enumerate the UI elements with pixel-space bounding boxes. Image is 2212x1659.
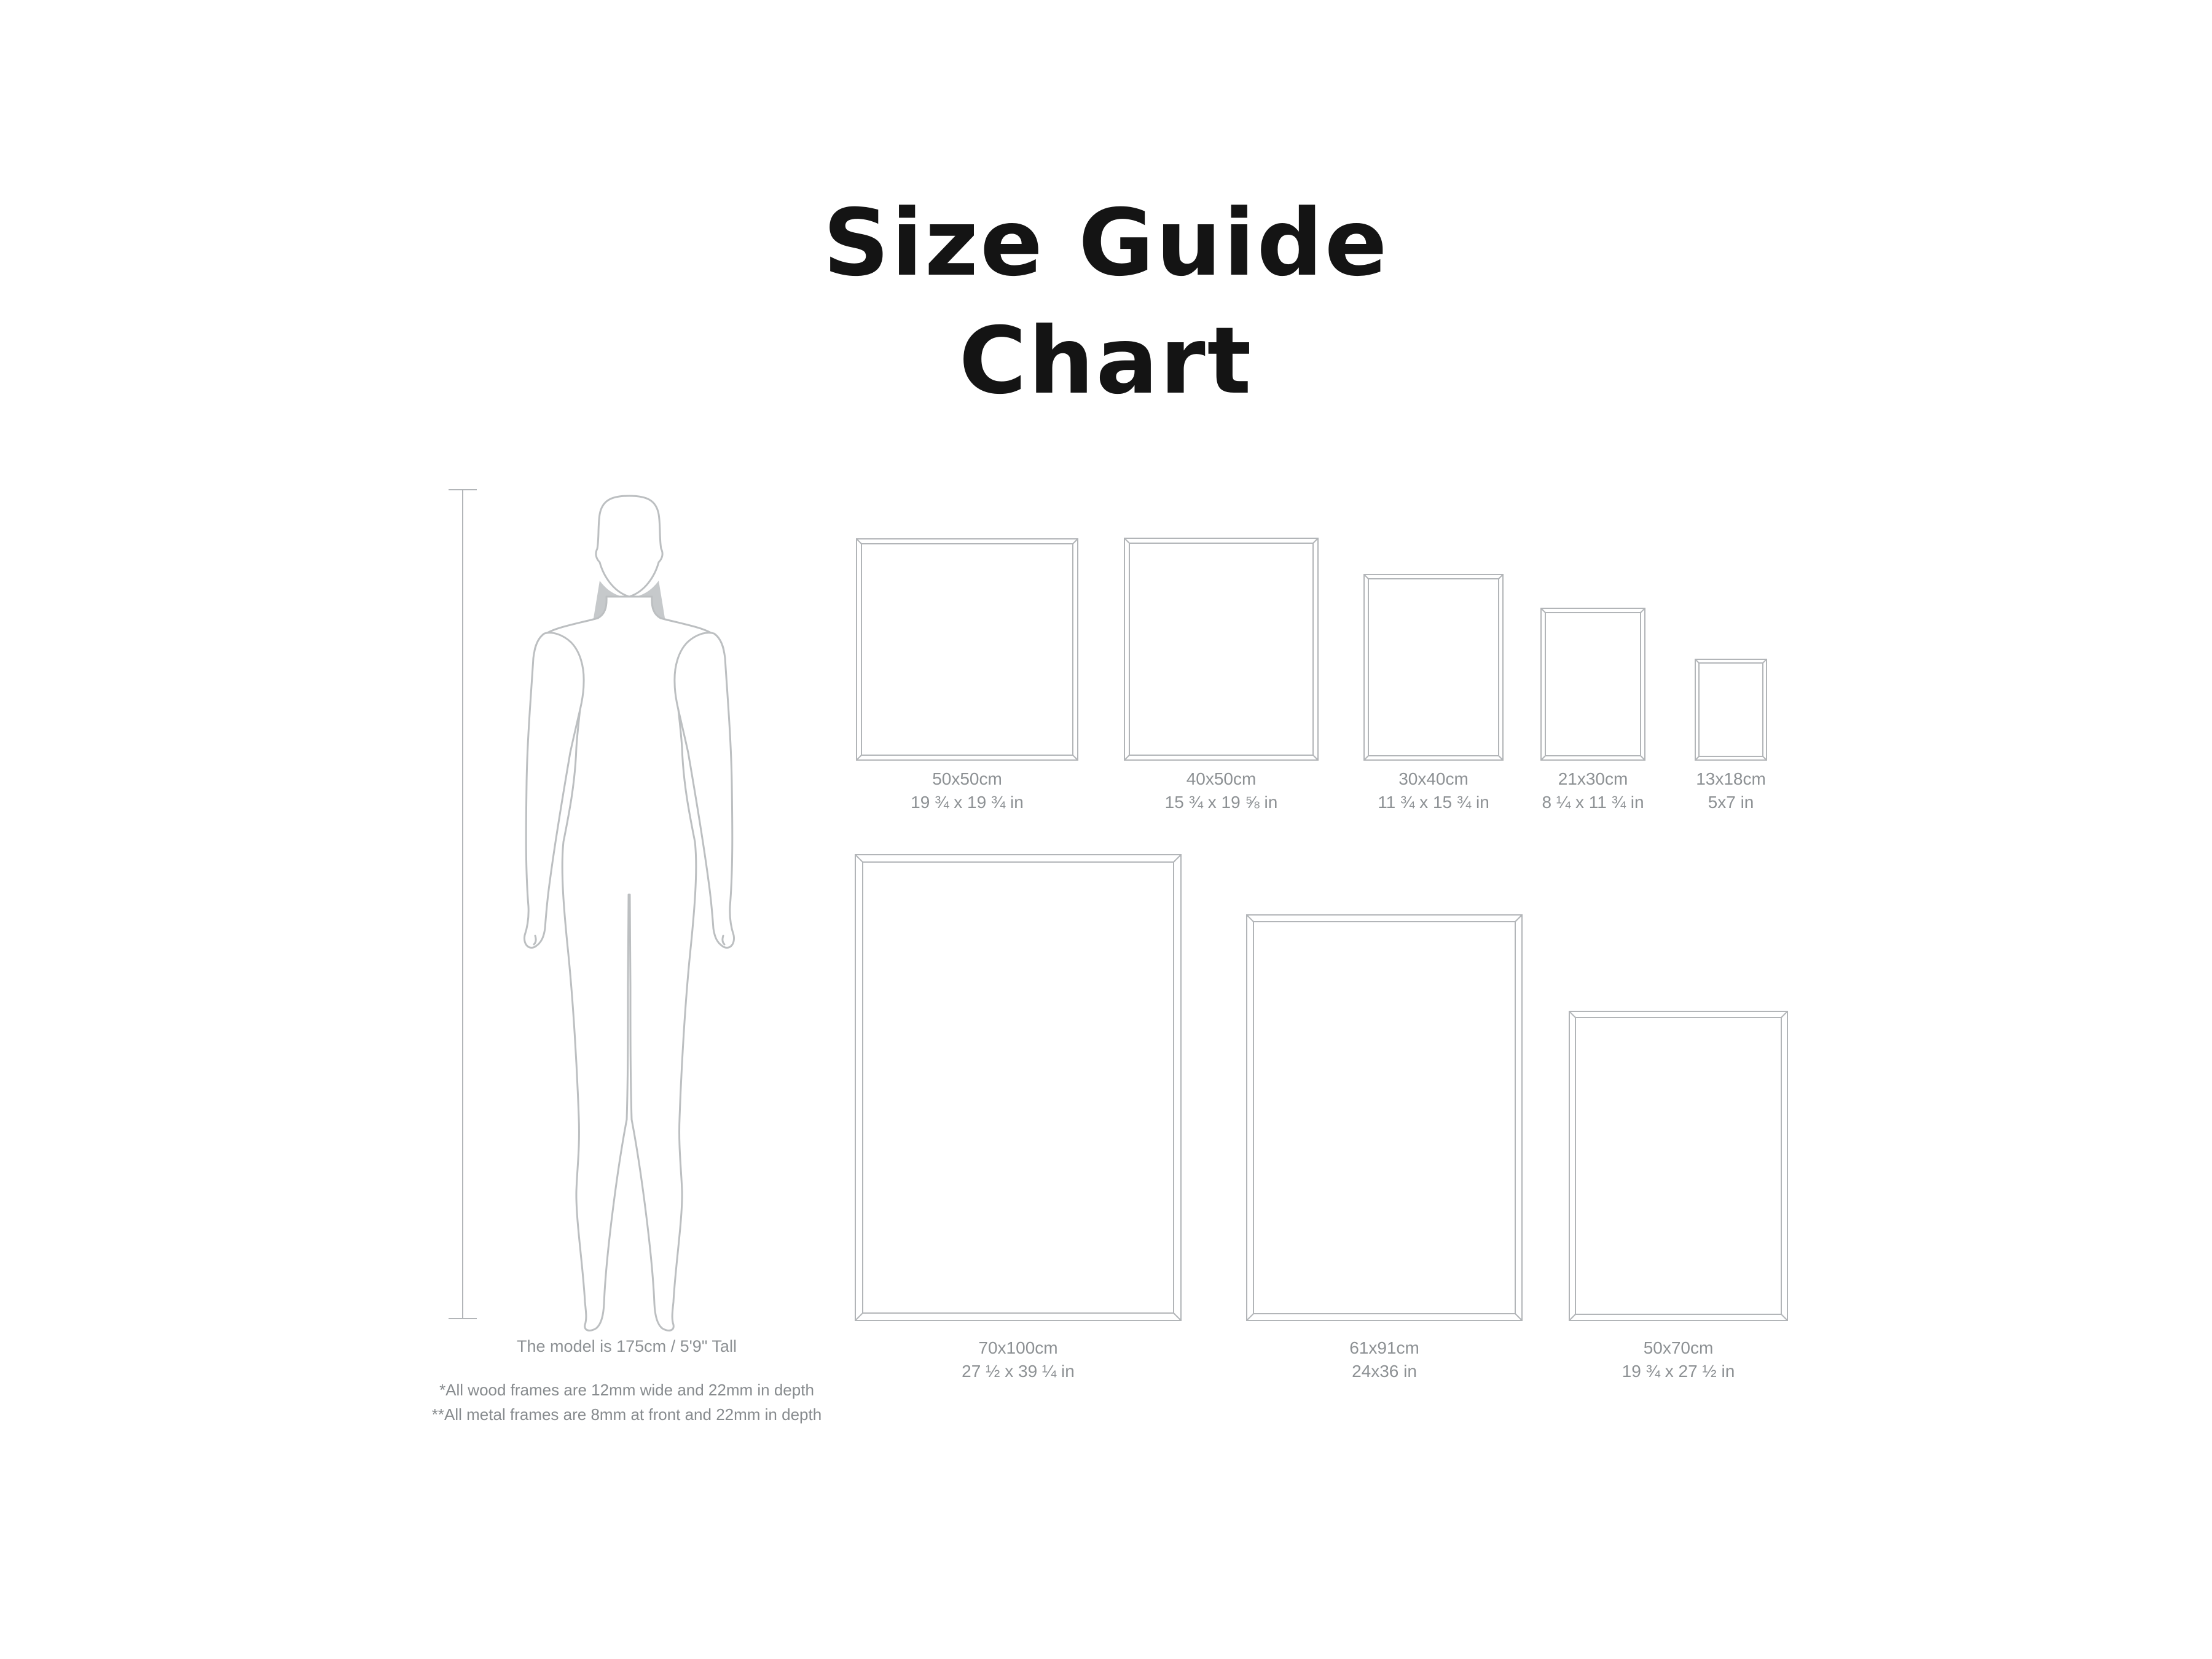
size-frame — [1363, 574, 1504, 761]
size-frame — [1569, 1011, 1788, 1321]
model-figure — [520, 495, 739, 1334]
page-title-line1: Size Guide — [823, 190, 1389, 297]
frame-size-in-label: 15 ¾ x 19 ⅝ in — [1164, 793, 1278, 812]
model-caption: The model is 175cm / 5'9" Tall — [517, 1337, 737, 1355]
frame-outline — [1540, 608, 1645, 761]
size-frame — [1124, 538, 1319, 761]
model-footnote-wood: *All wood frames are 12mm wide and 22mm in depth — [439, 1381, 814, 1399]
height-measure-bottom-cap — [449, 1318, 477, 1319]
page-title — [0, 184, 2212, 420]
frame-outline — [1695, 659, 1767, 761]
frame-size-cm-label: 61x91cm — [1349, 1338, 1419, 1357]
frame-size-cm-label: 70x100cm — [978, 1338, 1058, 1357]
height-measure-top-cap — [449, 489, 477, 490]
frame-size-in-label: 27 ½ x 39 ¼ in — [962, 1362, 1075, 1381]
frame-outline — [855, 854, 1182, 1321]
frame-size-in-label: 19 ¾ x 27 ½ in — [1622, 1362, 1735, 1381]
frame-size-cm-label: 30x40cm — [1398, 769, 1469, 788]
model-footnote-metal: **All metal frames are 8mm at front and 22mm in depth — [431, 1405, 822, 1424]
frame-outline — [856, 538, 1078, 761]
page-title-line2: Chart — [959, 308, 1253, 415]
frame-size-cm-label: 50x50cm — [932, 769, 1002, 788]
model-footnotes — [430, 1378, 823, 1427]
frame-size-in-label: 5x7 in — [1708, 793, 1754, 812]
frame-outline — [1363, 574, 1504, 761]
frame-size-in-label: 24x36 in — [1352, 1362, 1417, 1381]
model-head — [596, 496, 662, 597]
size-frame — [1540, 608, 1645, 761]
frame-size-in-label: 8 ¼ x 11 ¾ in — [1542, 793, 1644, 812]
frame-size-cm-label: 40x50cm — [1186, 769, 1257, 788]
size-frame — [855, 854, 1182, 1321]
height-measure-line — [462, 490, 463, 1319]
frame-outline — [1246, 914, 1523, 1321]
size-frame — [1695, 659, 1767, 761]
frame-size-in-label: 11 ¾ x 15 ¾ in — [1378, 793, 1489, 812]
frame-outline — [1124, 538, 1319, 761]
frame-size-cm-label: 21x30cm — [1558, 769, 1628, 788]
frame-size-cm-label: 13x18cm — [1696, 769, 1766, 788]
size-frame — [1246, 914, 1523, 1321]
frame-outline — [1569, 1011, 1788, 1321]
frame-size-cm-label: 50x70cm — [1643, 1338, 1714, 1357]
size-frame — [856, 538, 1078, 761]
frame-size-in-label: 19 ¾ x 19 ¾ in — [911, 793, 1024, 812]
